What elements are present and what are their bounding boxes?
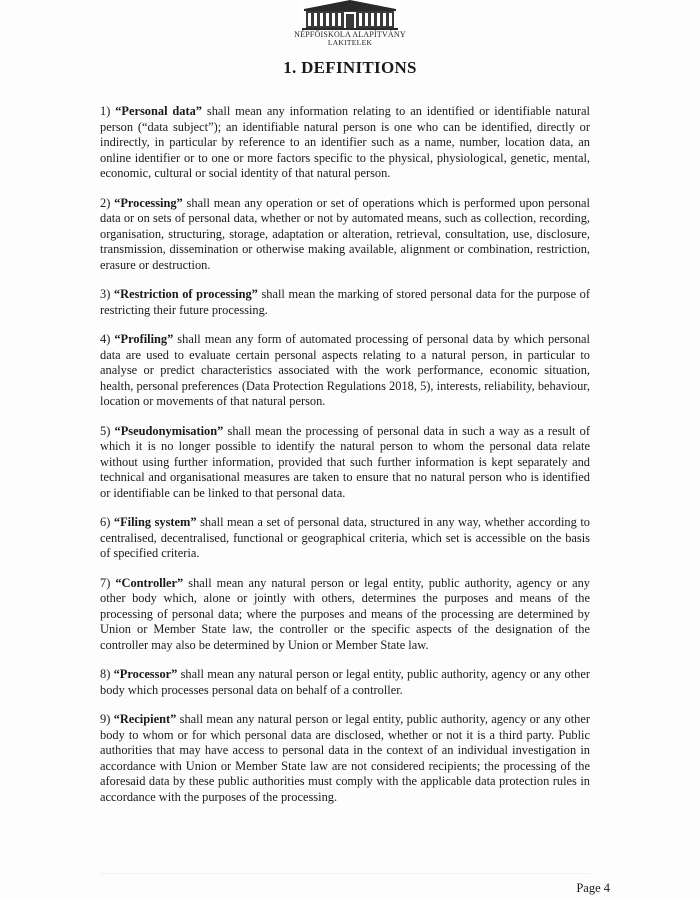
definition-text: shall mean any form of automated processing of personal data by which personal data are used to evaluate certain personal aspects relating to a natural person, in particular to analyse or predict characteristics associated with the work performance, economic situation, health, personal preferences (Data Protection Regulations 2018, 5), interests, reliability, behaviour, location or movements of that natural person. (100, 332, 590, 408)
definition-term: “Restriction of processing” (113, 287, 258, 301)
letterhead (0, 0, 700, 47)
definition-text: shall mean the marking of stored personal data for the purpose of restricting their future processing. (100, 287, 590, 317)
page-title: 1. DEFINITIONS (283, 58, 417, 77)
organization-location: LAKITELEK (327, 38, 373, 47)
definition-item (100, 104, 590, 182)
definition-term: “Processor” (113, 667, 178, 681)
definition-number: 1) (100, 104, 111, 118)
definition-text: shall mean the processing of personal data in such a way as a result of which it is no longer possible to identify the natural person to whom the personal data relate without using further information, provided that such further information is kept separately and technical and organisational measures are taken to ensure that no natural person who is identified or identifiable can be linked to that personal data. (100, 423, 590, 500)
definition-number: 7) (100, 575, 111, 590)
definition-text: shall mean any natural person or legal entity, public authority, agency or any other body which processes personal data on behalf of a controller. (100, 667, 590, 697)
definition-term: “Processing” (114, 195, 183, 210)
definition-item (100, 576, 590, 654)
building-facade-icon (300, 0, 400, 30)
definition-number: 5) (100, 423, 111, 438)
definition-term: “Filing system” (113, 515, 197, 529)
definition-number: 6) (100, 515, 111, 529)
definition-item (100, 667, 590, 698)
definition-term: “Personal data” (115, 104, 202, 118)
definition-number: 9) (100, 712, 111, 726)
definition-term: “Controller” (115, 575, 184, 590)
definition-term: “Recipient” (113, 712, 177, 726)
definition-number: 8) (100, 667, 111, 681)
definition-text: shall mean any operation or set of operations which is performed upon personal data or on sets of personal data, whether or not by automated means, such as collection, recording, organisation, structuring, storage, adaptation or alteration, retrieval, consultation, use, disclosure, transmission, dissemination or otherwise making available, alignment or combination, restriction, erasure or destruction. (100, 195, 590, 272)
footer-divider (100, 873, 590, 874)
definition-number: 4) (100, 332, 111, 346)
definition-term: “Pseudonymisation” (114, 423, 224, 438)
definition-number: 2) (100, 195, 111, 210)
definition-item (100, 196, 590, 274)
page-number: Page 4 (576, 881, 610, 895)
definition-item (100, 424, 590, 502)
definition-item (100, 712, 590, 805)
organization-name: NÉPFŐISKOLA ALAPÍTVÁNY (294, 30, 406, 39)
definition-term: “Profiling” (114, 332, 174, 346)
definition-item (100, 287, 590, 318)
definition-text: shall mean any natural person or legal entity, public authority, agency or any other body which, alone or jointly with others, determines the purposes and means of the processing of personal data; where the purposes and means of the processing are determined by Union or Member State law, the controller or the specific aspects of the designation of the controller may also be determined by Union or Member State law. (100, 575, 590, 652)
definition-number: 3) (100, 287, 111, 301)
definition-item (100, 515, 590, 562)
definition-text: shall mean any information relating to an identified or identifiable natural person (“data subject”); an identifiable natural person is one who can be identified, directly or indirectly, in particular by reference to an identifier such as a name, number, location data, an online identifier or to one or more factors specific to the physical, physiological, genetic, mental, economic, cultural or social identity of that natural person. (100, 104, 590, 180)
definition-text: shall mean any natural person or legal entity, public authority, agency or any other body to whom or for which personal data are disclosed, whether or not it is a third party. Public authorities that may have access to personal data in the context of an individual investigation in accordance with Union or Member State law are not considered recipients; the processing of the aforesaid data by these public authorities must comply with the applicable data protection rules in accordance with the purposes of the processing. (100, 712, 590, 804)
definition-text: shall mean a set of personal data, structured in any way, whether according to centralised, decentralised, functional or geographical criteria, which set is accessible on the basis of specified criteria. (100, 515, 590, 560)
definition-item (100, 332, 590, 410)
definitions-list (100, 104, 590, 819)
